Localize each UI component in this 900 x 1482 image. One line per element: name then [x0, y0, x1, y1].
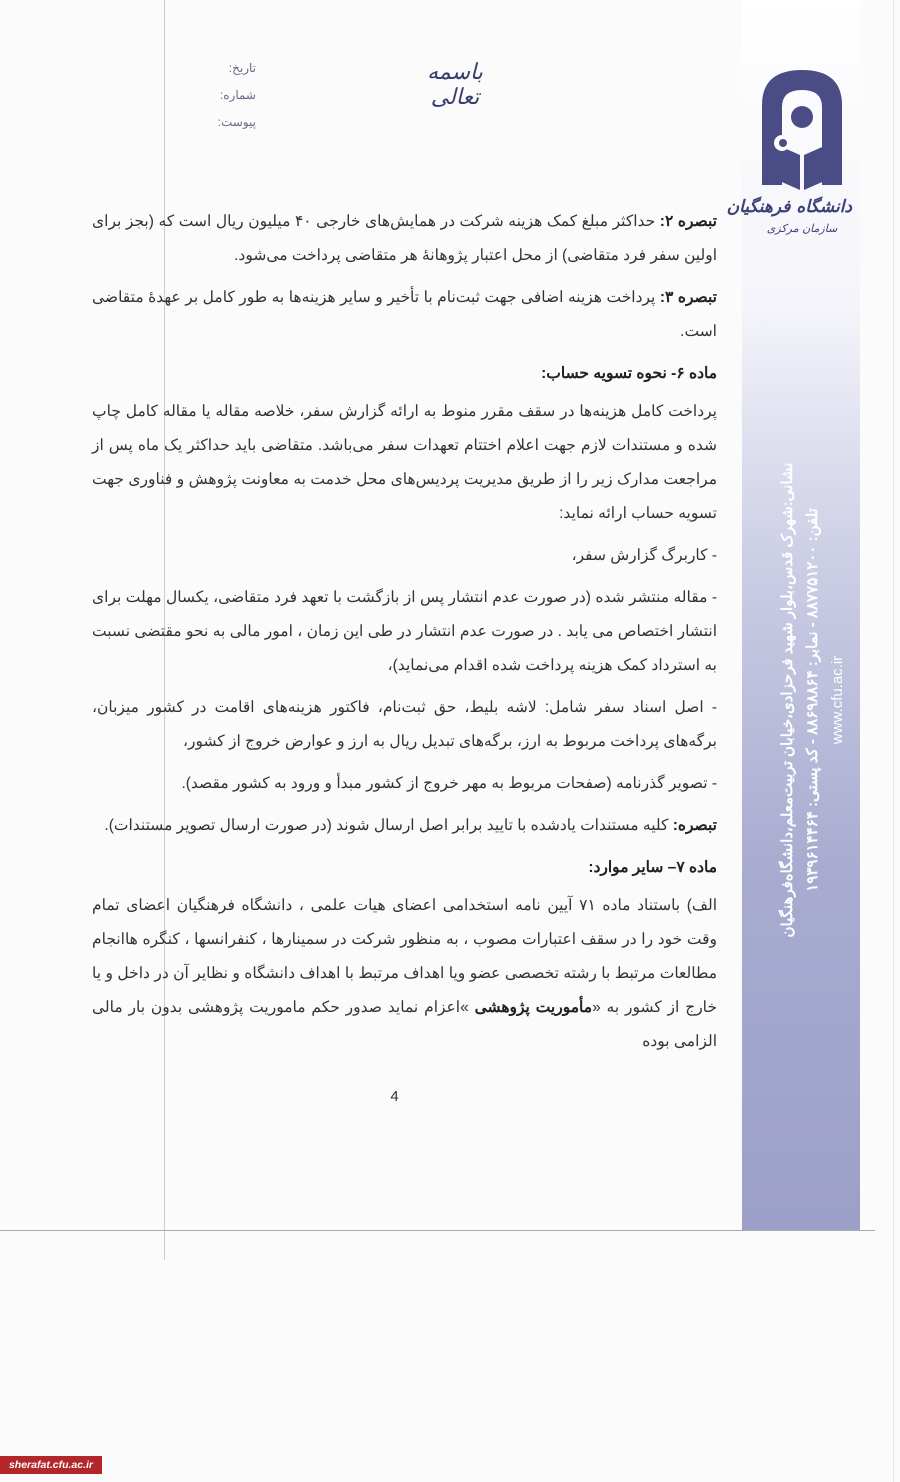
letterhead-address — [775, 400, 855, 1000]
address-line: نشانی:شهرک قدس،بلوار شهید فرحزادی،خیابان تربیت‌معلم،دانشگاه‌فرهنگیان — [779, 462, 796, 938]
university-logo — [752, 65, 852, 195]
note-3-text: پرداخت هزینه اضافی جهت ثبت‌نام با تأخیر و سایر هزینه‌ها به طور کامل بر عهدهٔ متقاضی است. — [92, 289, 717, 340]
note-2-label: تبصره ۲: — [659, 213, 717, 230]
article-7-heading — [92, 851, 717, 885]
letter-meta — [190, 55, 256, 136]
contact-line: تلفن: ۸۸۷۷۵۱۲۰۰ - نمابر: ۸۸۶۹۸۸۶۴ - کد پستی: ۱۹۳۹۶۱۴۴۶۴ — [804, 508, 821, 892]
logo-university-name: دانشگاه فرهنگیان — [726, 197, 852, 217]
article-7-title: ماده ۷– سایر موارد: — [588, 859, 717, 876]
article-7-bold: مأموریت پژوهشی — [474, 999, 593, 1016]
note-label: تبصره: — [672, 817, 717, 834]
page-number: 4 — [390, 1088, 399, 1105]
logo-subtitle: سازمان مرکزی — [766, 222, 838, 235]
article-6-text: پرداخت کامل هزینه‌ها در سقف مقرر منوط به ارائه گزارش سفر، خلاصه مقاله یا مقاله کامل چاپ شده و مستندات لازم جهت اعلام اختتام تعهدات سفر می‌باشد. متقاضی باید حداکثر یک ماه پس از مراجعت مدارک زیر را از طریق مدیریت پردیس‌های محل خدمت به معاونت پژوهش و فناوری جهت تسویه حساب ارائه نماید: — [92, 403, 717, 522]
note-3-label: تبصره ۳: — [659, 289, 717, 306]
date-label: تاریخ: — [228, 61, 256, 75]
article-7-text-a: الف) باستناد ماده ۷۱ آیین نامه استخدامی اعضای هیات علمی ، دانشگاه فرهنگیان اعضای تمام وقت خود را در سقف اعتبارات مصوب ، به منظور شرکت در سمینارها ، کنفرانسها ، کنگره هاانجام مطالعات مرتبط با رشته تخصصی عضو ویا اهداف مرتبط با اهداف دانشگاه و نظایر آن در داخل و یا خارج از کشور به « — [92, 897, 718, 1016]
website-link[interactable]: www.cfu.ac.ir — [829, 655, 846, 745]
note-2 — [92, 205, 717, 273]
number-label: شماره: — [219, 88, 256, 102]
article-6-heading — [92, 357, 717, 391]
list-item: - اصل اسناد سفر شامل: لاشه بلیط، حق ثبت‌نام، فاکتور هزینه‌های اقامت در کشور میزبان، برگه‌های پرداخت مربوط به ارز، برگه‌های تبدیل ریال به ارز و عوارض خروج از کشور، — [92, 699, 717, 750]
note-text: کلیه مستندات یادشده با تایید برابر اصل ارسال شوند (در صورت ارسال تصویر مستندات). — [104, 817, 673, 834]
page-bottom-divider — [0, 1230, 875, 1231]
note-3 — [92, 281, 717, 349]
logo-emblem-icon — [752, 65, 852, 195]
basmala-heading: باسمه تعالی — [427, 60, 483, 110]
page-number-row — [92, 1087, 717, 1107]
article-6-title: ماده ۶- نحوه تسویه حساب: — [541, 365, 717, 382]
watermark: sherafat.cfu.ac.ir — [0, 1456, 102, 1474]
note-2-text: حداکثر مبلغ کمک هزینه شرکت در همایش‌های خارجی ۴۰ میلیون ریال است که (بجز برای اولین سفر فرد متقاضی) از محل اعتبار پژوهانهٔ هر متقاضی پرداخت می‌شود. — [92, 213, 717, 264]
document-body — [92, 205, 717, 1107]
attachment-label: پیوست: — [217, 115, 256, 129]
article-7-text — [92, 889, 717, 1059]
list-item: - مقاله منتشر شده (در صورت عدم انتشار پس از بازگشت با تعهد فرد متقاضی، یکسال مهلت برای انتشار اختصاص می یابد . در صورت عدم انتشار در طی این زمان ، امور مالی به نحو مقتضی نسبت به استرداد کمک هزینه پرداخت شده اقدام می‌نماید)، — [92, 589, 717, 674]
article-7-text-b: »اعزام نماید صدور حکم ماموریت پژوهشی بدون بار مالی الزامی بوده — [92, 999, 717, 1050]
list-item: - کاربرگ گزارش سفر، — [571, 547, 717, 564]
list-item: - تصویر گذرنامه (صفحات مربوط به مهر خروج از کشور مبدأ و ورود به کشور مقصد). — [181, 775, 717, 792]
note-final — [92, 809, 717, 843]
